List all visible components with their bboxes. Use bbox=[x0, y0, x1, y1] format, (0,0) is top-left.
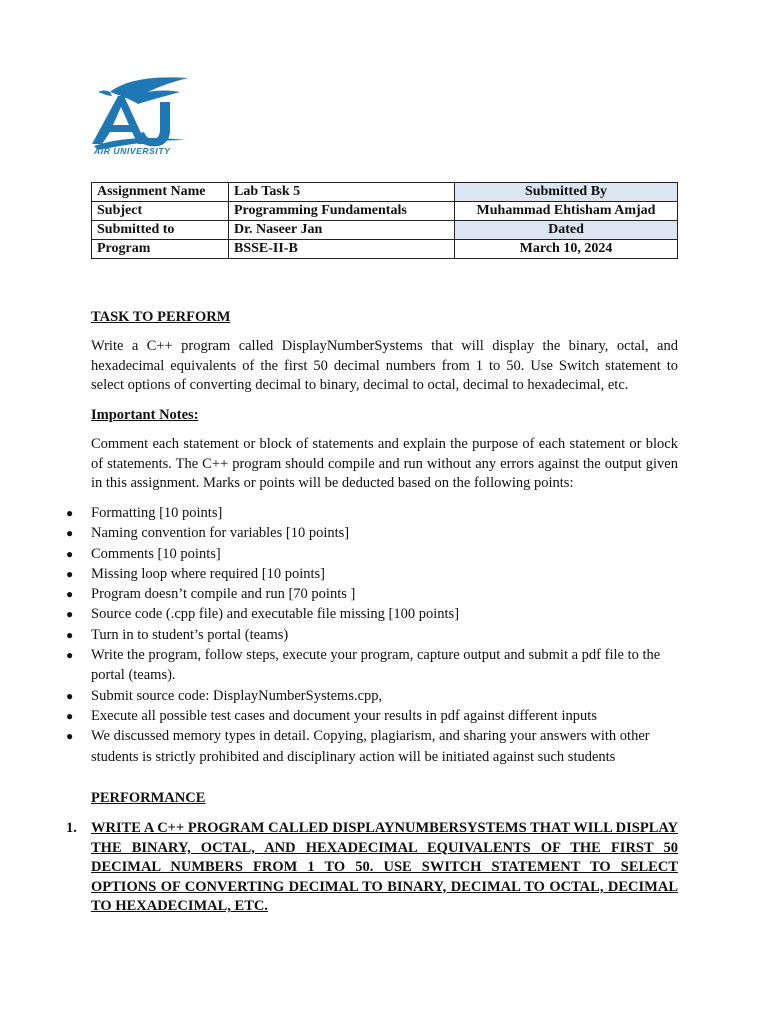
notes-heading: Important Notes: bbox=[91, 407, 199, 423]
list-item bbox=[66, 686, 678, 706]
bullet-icon: ● bbox=[66, 627, 74, 642]
list-item-text: Submit source code: DisplayNumberSystems.cpp, bbox=[91, 687, 383, 704]
list-item-text: Source code (.cpp file) and executable file missing [100 points] bbox=[91, 606, 460, 623]
bullet-icon: ● bbox=[66, 526, 74, 541]
table-cell: Muhammad Ehtisham Amjad bbox=[455, 202, 678, 221]
table-cell: Programming Fundamentals bbox=[229, 202, 455, 221]
table-row bbox=[92, 202, 678, 221]
table-cell: Lab Task 5 bbox=[229, 183, 455, 202]
list-item bbox=[66, 523, 678, 543]
table-cell: Submitted By bbox=[455, 183, 678, 202]
table-cell: Submitted to bbox=[92, 221, 229, 240]
table-cell: Subject bbox=[92, 202, 229, 221]
list-item-text: Formatting [10 points] bbox=[91, 505, 223, 521]
list-item bbox=[66, 584, 678, 604]
table-cell: Assignment Name bbox=[92, 183, 229, 202]
list-item-text: Program doesn’t compile and run [70 points ] bbox=[91, 586, 356, 603]
list-item-text: Execute all possible test cases and document your results in pdf against different inputs bbox=[91, 707, 597, 724]
assignment-info-table bbox=[91, 182, 678, 259]
task-paragraph: Write a C++ program called DisplayNumberSystems that will display the binary, octal, and hexadecimal equivalents of the first 50 decimal numbers from 1 to 50. Use Switch statement to select options of converting decimal to binary, decimal to octal, decimal to hexadecimal, etc. bbox=[91, 338, 678, 393]
bullet-icon: ● bbox=[66, 506, 74, 520]
bullet-icon: ● bbox=[66, 566, 74, 581]
bullet-icon: ● bbox=[66, 688, 74, 703]
table-cell: Program bbox=[92, 240, 229, 259]
list-item bbox=[66, 726, 678, 767]
notes-bullet-list bbox=[66, 503, 678, 767]
bullet-icon: ● bbox=[66, 546, 74, 561]
table-cell: BSSE-II-B bbox=[229, 240, 455, 259]
bullet-icon: ● bbox=[66, 648, 74, 663]
performance-item-number: 1. bbox=[66, 820, 77, 836]
bullet-icon: ● bbox=[66, 729, 74, 744]
logo-text: AIR UNIVERSITY bbox=[94, 146, 171, 156]
performance-list bbox=[66, 819, 678, 917]
table-cell: Dated bbox=[455, 221, 678, 240]
list-item-text: Naming convention for variables [10 points] bbox=[91, 525, 350, 542]
list-item-text: Turn in to student’s portal (teams) bbox=[91, 626, 289, 643]
table-cell: March 10, 2024 bbox=[455, 240, 678, 259]
list-item-text: We discussed memory types in detail. Copying, plagiarism, and sharing your answers with other students is strictly prohibited and disciplinary action will be initiated against such students bbox=[91, 728, 650, 765]
performance-item-text: WRITE A C++ PROGRAM CALLED DISPLAYNUMBERSYSTEMS THAT WILL DISPLAY THE BINARY, OCTAL, AND HEXADECIMAL EQUIVALENTS OF THE FIRST 50 DECIMAL NUMBERS FROM 1 TO 50. USE SWITCH STATEMENT TO SELECT OPTIONS OF CONVERTING DECIMAL TO BINARY, DECIMAL TO OCTAL, DECIMAL TO HEXADECIMAL, ETC. bbox=[91, 820, 678, 914]
performance-heading: PERFORMANCE bbox=[91, 790, 206, 806]
list-item bbox=[66, 544, 678, 564]
list-item bbox=[66, 503, 678, 523]
bullet-icon: ● bbox=[66, 708, 74, 723]
bullet-icon: ● bbox=[66, 607, 74, 622]
list-item bbox=[66, 625, 678, 645]
table-cell: Dr. Naseer Jan bbox=[229, 221, 455, 240]
list-item-text: Write the program, follow steps, execute your program, capture output and submit a pdf file to the portal (teams). bbox=[91, 647, 661, 684]
list-item bbox=[66, 564, 678, 584]
list-item bbox=[66, 604, 678, 624]
bullet-icon: ● bbox=[66, 587, 74, 602]
list-item bbox=[66, 706, 678, 726]
notes-paragraph: Comment each statement or block of statements and explain the purpose of each statement or block of statements. The C++ program should compile and run without any errors against the output given in this assignment. Marks or points will be deducted based on the following points: bbox=[91, 436, 678, 491]
table-row bbox=[92, 221, 678, 240]
task-heading: TASK TO PERFORM bbox=[91, 309, 231, 325]
table-row bbox=[92, 240, 678, 259]
list-item bbox=[66, 645, 678, 686]
list-item-text: Comments [10 points] bbox=[91, 545, 221, 562]
list-item-text: Missing loop where required [10 points] bbox=[91, 565, 325, 582]
table-row bbox=[92, 183, 678, 202]
